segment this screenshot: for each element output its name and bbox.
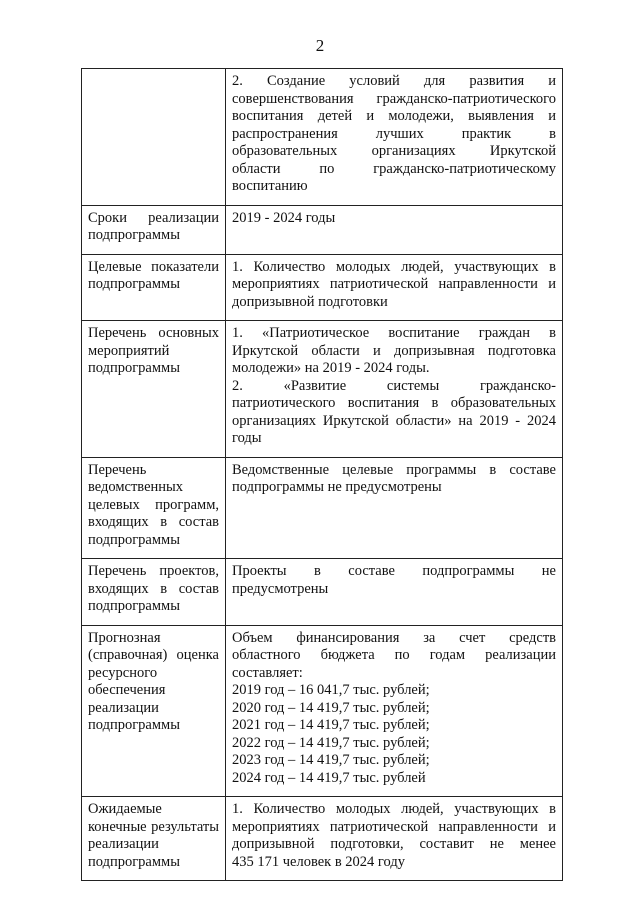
table-row [82,69,563,206]
value-line: областного бюджета по годам реализации [232,647,556,663]
value-line: Проекты в составе подпрограммы не [232,563,556,579]
table-row [82,797,563,881]
value-line: воспитания детей и молодежи, выявления и [232,108,556,124]
row-label: Перечень основных мероприятий подпрограммы [82,321,226,458]
table-row [82,625,563,797]
row-value [226,205,563,254]
row-value [226,457,563,559]
value-line: 1. «Патриотическое воспитание граждан в [232,325,556,341]
row-label: Перечень ведомственных целевых программ, входящих в состав подпрограммы [82,457,226,559]
value-line: мероприятиях патриотической направленности и [232,276,556,292]
value-line: 2. Создание условий для развития и [232,73,556,89]
row-value [226,254,563,321]
value-line: 435 171 человек в 2024 году [232,853,405,870]
value-line: организациях Иркутской области» на 2019 - 2024 [232,412,556,429]
value-line: годы [232,430,262,446]
value-line: 2020 год – 14 419,7 тыс. рублей; [232,699,430,716]
value-line: 2022 год – 14 419,7 тыс. рублей; [232,734,430,751]
value-line: мероприятиях патриотической направленности и [232,818,556,835]
row-label: Перечень проектов, входящих в состав подпрограммы [82,559,226,626]
value-line: 2. «Развитие системы гражданско- [232,377,556,394]
value-line: подпрограммы не предусмотрены [232,479,442,495]
value-line: 2023 год – 14 419,7 тыс. рублей; [232,752,430,768]
row-label: Целевые показатели подпрограммы [82,254,226,321]
table-row [82,457,563,559]
row-label: Ожидаемые конечные результаты реализации подпрограммы [82,797,226,881]
value-line: составляет: [232,664,303,681]
value-line: 2024 год – 14 419,7 тыс. рублей [232,769,426,786]
value-line: патриотического воспитания в образовательных [232,395,556,411]
row-value [226,559,563,626]
value-line: 2019 год – 16 041,7 тыс. рублей; [232,682,430,698]
row-label: Сроки реализации подпрограммы [82,205,226,254]
page-number: 2 [315,36,325,55]
table-row [82,559,563,626]
value-line: образовательных организациях Иркутской [232,143,556,159]
subprogram-passport-table [81,68,563,881]
value-line: 1. Количество молодых людей, участвующих в [232,801,556,817]
table-row [82,321,563,458]
row-label [82,69,226,206]
value-line: совершенствования гражданско-патриотического [232,90,556,107]
value-line: области по гражданско-патриотическому [232,160,556,177]
value-line: 2019 - 2024 годы [232,209,336,226]
value-line: Ведомственные целевые программы в составе [232,461,556,478]
table-row [82,254,563,321]
value-line: молодежи» на 2019 - 2024 годы. [232,360,430,376]
value-line: 1. Количество молодых людей, участвующих в [232,258,556,275]
value-line: Объем финансирования за счет средств [232,629,556,646]
row-value [226,69,563,206]
row-label: Прогнозная (справочная) оценка ресурсного обеспечения реализации подпрограммы [82,625,226,797]
value-line: допризывной подготовки, составит не менее [232,836,556,852]
row-value [226,625,563,797]
table-row [82,205,563,254]
value-line: распространения лучших практик в [232,125,556,142]
value-line: воспитанию [232,178,308,194]
value-line: Иркутской области и допризывная подготовка [232,342,556,359]
value-line: 2021 год – 14 419,7 тыс. рублей; [232,717,430,733]
row-value [226,797,563,881]
row-value [226,321,563,458]
value-line: предусмотрены [232,580,329,597]
value-line: допризывной подготовки [232,293,388,310]
